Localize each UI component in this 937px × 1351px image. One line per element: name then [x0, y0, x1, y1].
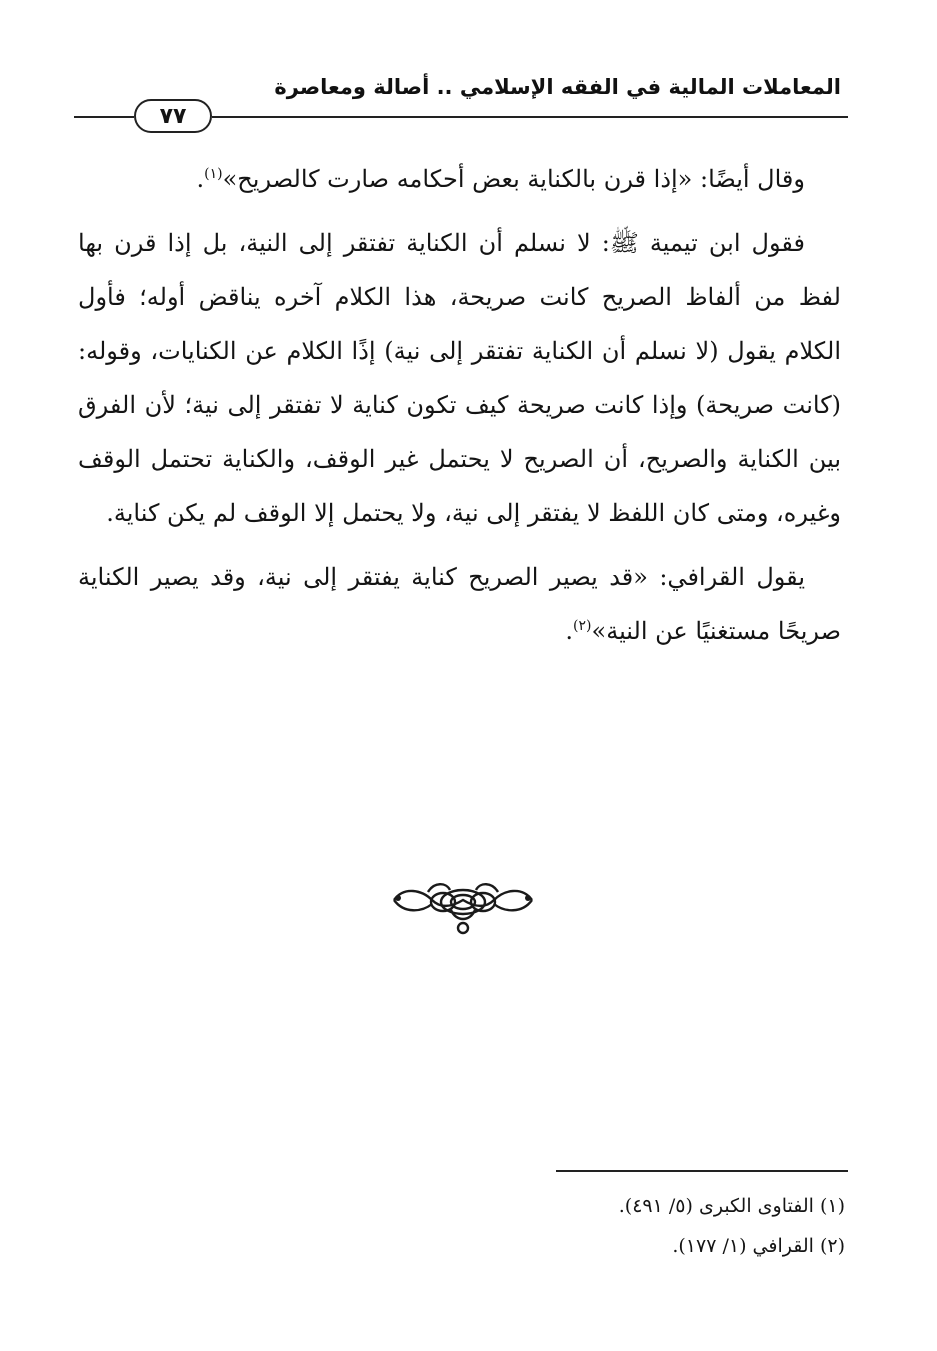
header-rule-left [74, 116, 134, 118]
paragraph-2 [78, 216, 841, 540]
paragraph-text: وقال أيضًا: «إذا قرن بالكناية بعض أحكامه صارت كالصريح» [222, 165, 805, 193]
footnote-reference[interactable]: (١) [204, 166, 223, 182]
paragraph-3 [78, 550, 841, 658]
footnote-reference[interactable]: (٢) [573, 618, 592, 634]
paragraph-1 [78, 152, 841, 206]
running-title: المعاملات المالية في الفقه الإسلامي .. أصالة ومعاصرة [274, 75, 841, 99]
paragraph-text: يقول القرافي: «قد يصير الصريح كناية يفتقر إلى نية، وقد يصير الكناية صريحًا مستغنيًا عن النية» [78, 563, 841, 645]
footnote-1: (١) الفتاوى الكبرى (٥/ ٤٩١). [618, 1195, 845, 1217]
body-text [78, 152, 841, 668]
paragraph-tail: . [565, 617, 574, 645]
footnote-2: (٢) القرافي (١/ ١٧٧). [672, 1235, 845, 1257]
header-rule-right [212, 116, 848, 118]
page-number: ٧٧ [134, 99, 212, 133]
decorative-knot-ornament-icon [388, 878, 538, 940]
paragraph-text: فقول ابن تيمية ﷺ: لا نسلم أن الكناية تفتقر إلى النية، بل إذا قرن بها لفظ من ألفاظ الصريح كانت صريحة، هذا الكلام آخره يناقض أوله؛ فأول الكلام يقول (لا نسلم أن الكناية تفتقر إلى نية) إذًا الكلام عن الكنايات، وقوله: (كانت صريحة) وإذا كانت صريحة كيف تكون كناية لا تفتقر إلى نية؛ لأن الفرق بين الكناية والصريح، أن الصريح لا يحتمل غير الوقف، والكناية تحتمل الوقف وغيره، ومتى كان اللفظ لا يفتقر إلى نية، ولا يحتمل إلا الوقف لم يكن كناية. [78, 229, 841, 527]
footnote-separator [556, 1170, 848, 1172]
footnotes [300, 1186, 845, 1266]
paragraph-tail: . [196, 165, 205, 193]
